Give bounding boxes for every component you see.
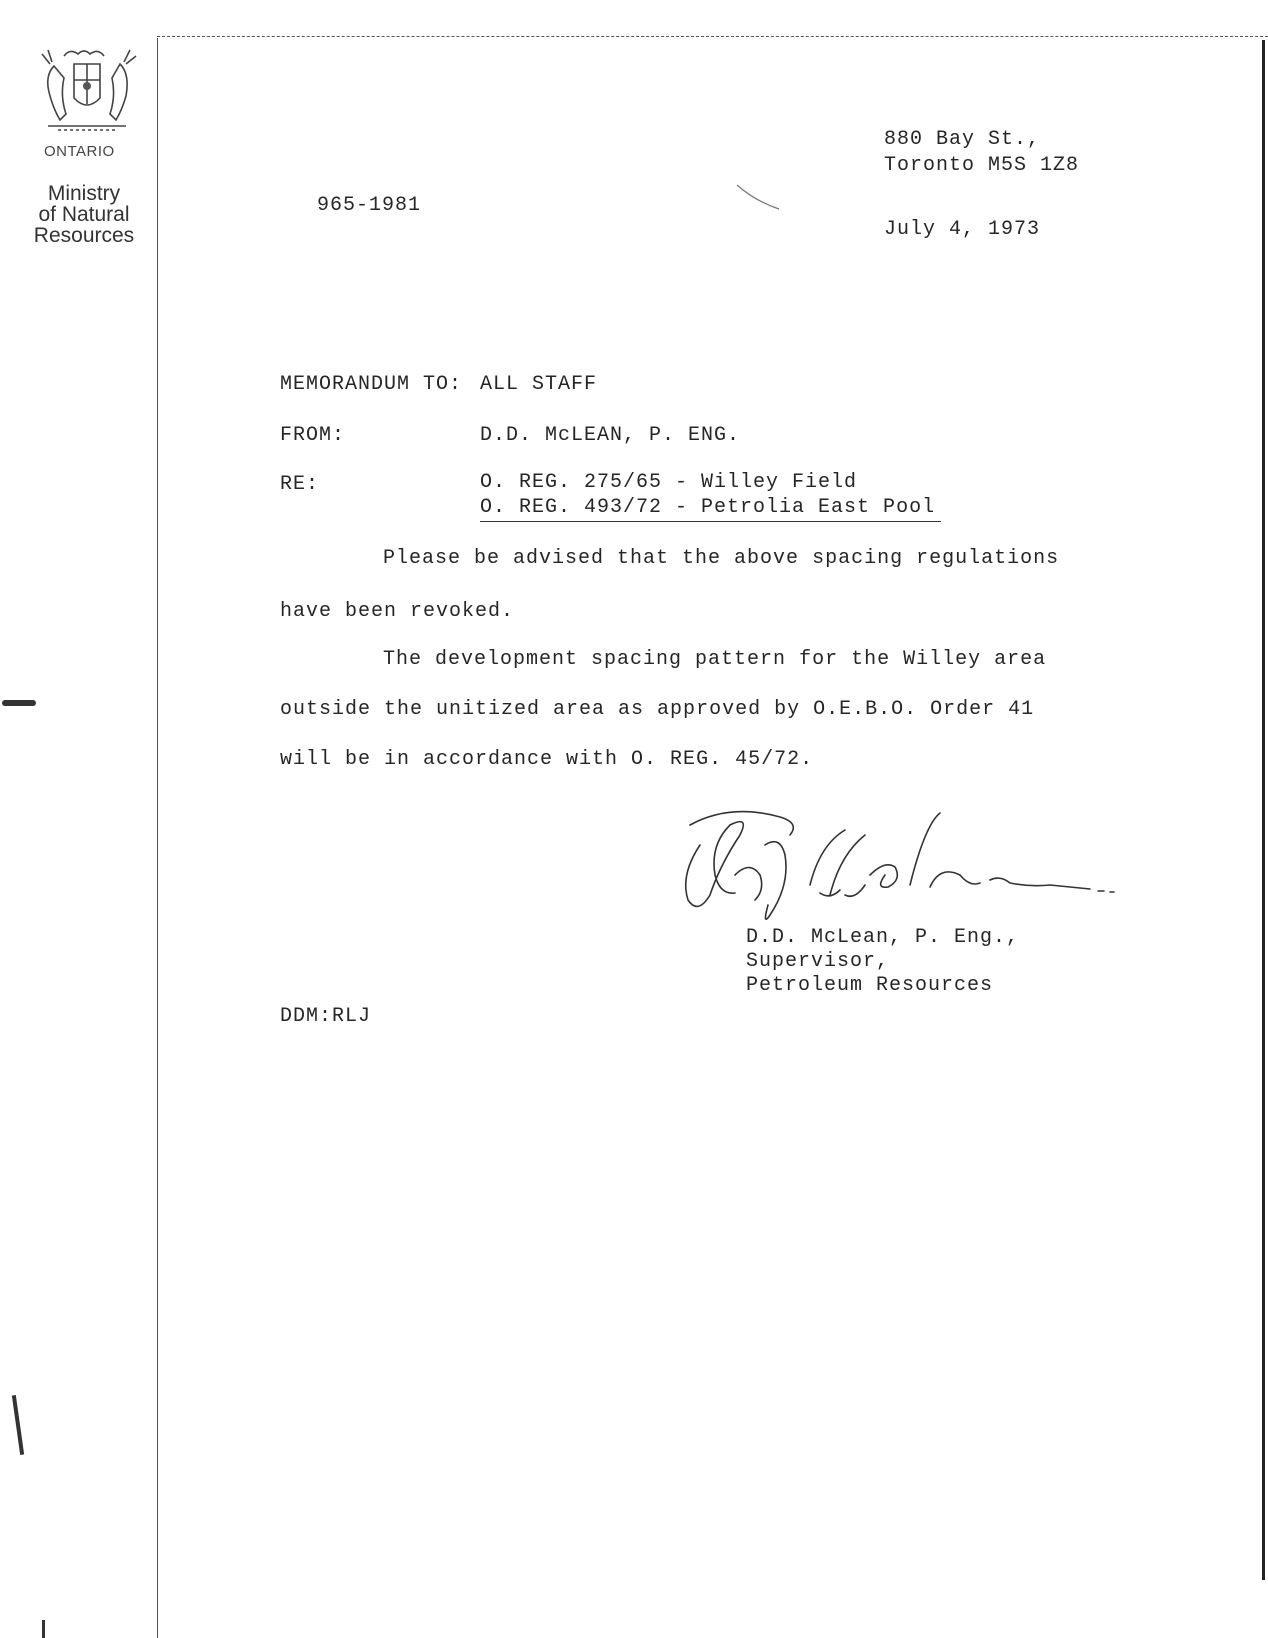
- stray-pen-mark: [735, 183, 783, 213]
- body-paragraph-line: The development spacing pattern for the Willey area: [383, 648, 1047, 671]
- memo-date: July 4, 1973: [884, 218, 1041, 241]
- ministry-name: [22, 183, 146, 246]
- memo-re-line: O. REG. 493/72 - Petrolia East Pool: [480, 496, 941, 522]
- body-paragraph-line: Please be advised that the above spacing regulations: [383, 547, 1060, 570]
- memo-re-label: RE:: [280, 473, 320, 496]
- handwritten-signature: [670, 805, 1220, 935]
- address-line-2: Toronto M5S 1Z8: [884, 154, 1080, 177]
- phone-number: 965-1981: [317, 194, 422, 217]
- body-paragraph-line: will be in accordance with O. REG. 45/72.: [280, 748, 814, 771]
- ontario-coat-of-arms-icon: [34, 46, 140, 138]
- signatory-title: Supervisor,: [746, 950, 890, 973]
- signatory-department: Petroleum Resources: [746, 974, 994, 997]
- memo-from-value: D.D. McLEAN, P. ENG.: [480, 424, 741, 447]
- memo-re-line: O. REG. 275/65 - Willey Field: [480, 471, 858, 494]
- ministry-line: Resources: [33, 224, 135, 247]
- body-paragraph-line: outside the unitized area as approved by O.E.B.O. Order 41: [280, 698, 1035, 721]
- scan-mark: [2, 700, 36, 706]
- ministry-line: of Natural: [38, 203, 130, 226]
- scan-mark: [42, 1620, 45, 1638]
- memo-from-label: FROM:: [280, 424, 346, 447]
- signatory-name: D.D. McLean, P. Eng.,: [746, 926, 1020, 949]
- memo-to-label: MEMORANDUM TO:: [280, 373, 463, 396]
- typist-initials: DDM:RLJ: [280, 1005, 372, 1028]
- top-rule: [157, 36, 1268, 37]
- scan-mark: [12, 1395, 24, 1455]
- province-label: ONTARIO: [44, 143, 115, 160]
- ministry-line: Ministry: [47, 182, 121, 205]
- left-rule: [157, 38, 158, 1638]
- body-paragraph-line: have been revoked.: [280, 600, 515, 623]
- right-edge-shadow: [1262, 40, 1265, 1580]
- memo-to-value: ALL STAFF: [480, 373, 598, 396]
- address-line-1: 880 Bay St.,: [884, 128, 1041, 151]
